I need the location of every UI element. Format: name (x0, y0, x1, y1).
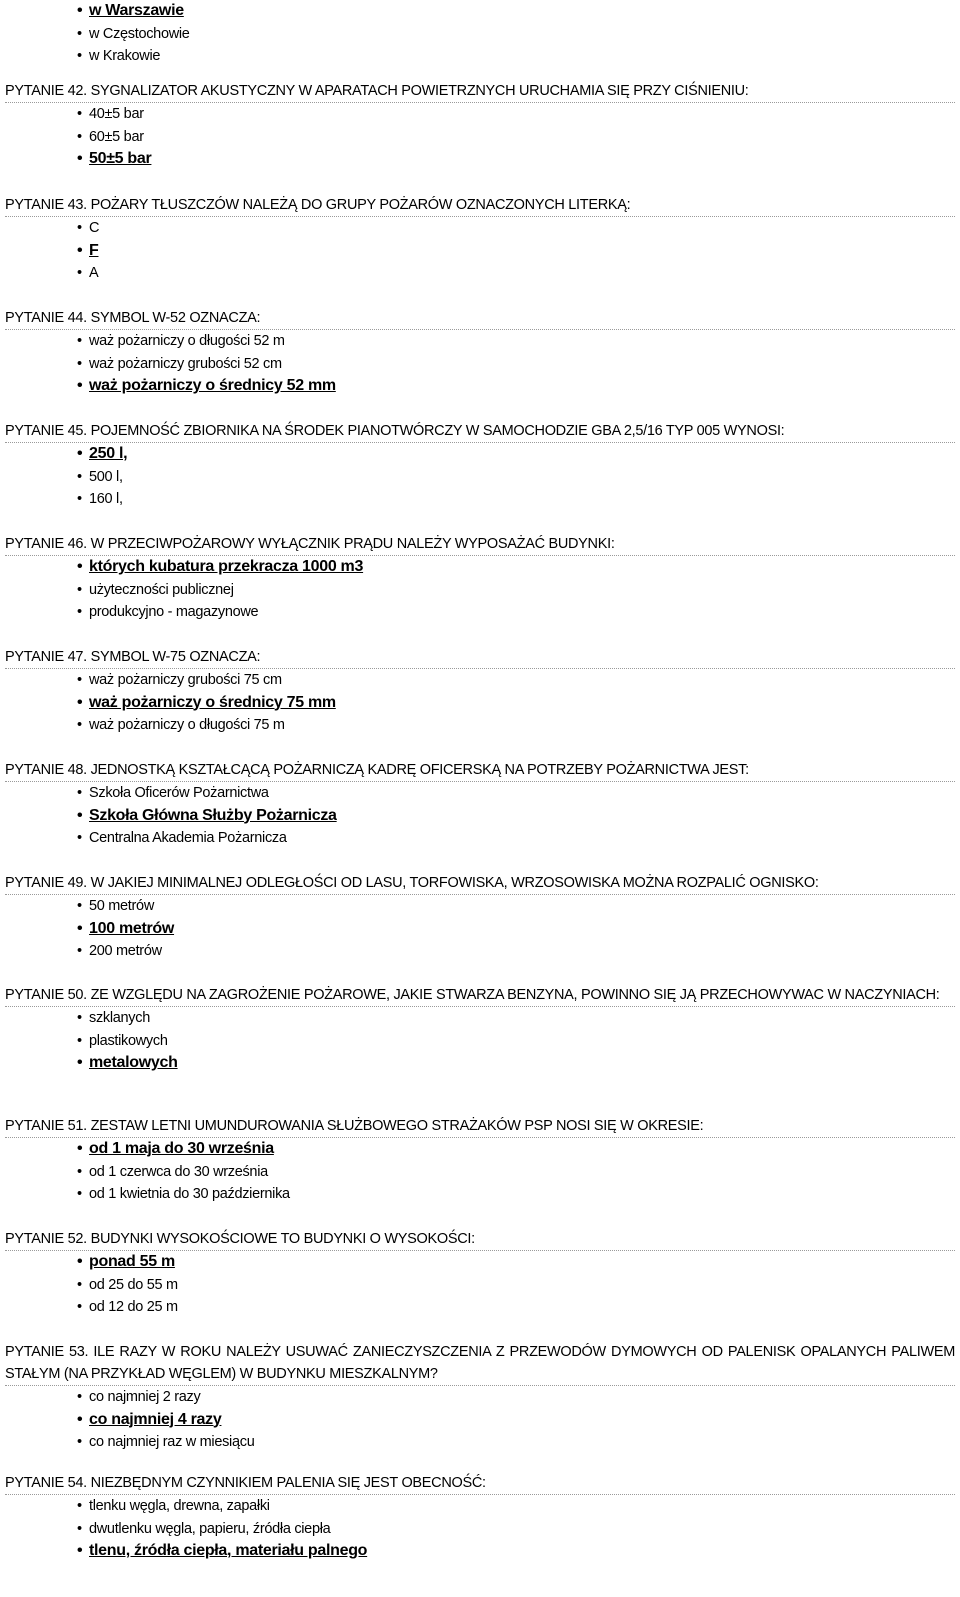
question-text: PYTANIE 49. W JAKIEJ MINIMALNEJ ODLEGŁOŚCI OD LASU, TORFOWISKA, WRZOSOWISKA MOŻNA ROZPALIĆ OGNISKO: (5, 872, 955, 895)
answer-option: • szklanych (0, 1007, 955, 1030)
answer-option: • Centralna Akademia Pożarnicza (0, 827, 955, 850)
answer-option: • waż pożarniczy grubości 75 cm (0, 669, 955, 692)
answer-option: • od 1 czerwca do 30 września (0, 1161, 955, 1184)
answer-option: • plastikowych (0, 1030, 955, 1053)
answer-option: • waż pożarniczy o długości 75 m (0, 714, 955, 737)
answer-list (0, 103, 955, 171)
answer-option: • 500 l, (0, 466, 955, 489)
question-text: PYTANIE 47. SYMBOL W-75 OZNACZA: (5, 646, 955, 669)
correct-answer: • w Warszawie (0, 0, 955, 23)
answer-list (0, 1251, 955, 1319)
answer-option: • od 25 do 55 m (0, 1274, 955, 1297)
question-block (0, 1341, 955, 1454)
correct-answer: • 100 metrów (0, 918, 955, 941)
correct-answer: • ponad 55 m (0, 1251, 955, 1274)
answer-list (0, 556, 955, 624)
question-block (0, 1228, 955, 1319)
answer-option: • produkcyjno - magazynowe (0, 601, 955, 624)
answer-option: • użyteczności publicznej (0, 579, 955, 602)
question-text: PYTANIE 53. ILE RAZY W ROKU NALEŻY USUWAĆ ZANIECZYSZCZENIA Z PRZEWODÓW DYMOWYCH OD PALENISK OPALANYCH PALIWEM STAŁYM (NA PRZYKŁAD WĘGLEM) W BUDYNKU MIESZKALNYM? (5, 1341, 955, 1386)
question-block (0, 0, 955, 68)
answer-option: • w Częstochowie (0, 23, 955, 46)
answer-option: • waż pożarniczy grubości 52 cm (0, 353, 955, 376)
question-text: PYTANIE 50. ZE WZGLĘDU NA ZAGROŻENIE POŻAROWE, JAKIE STWARZA BENZYNA, POWINNO SIĘ JĄ PRZECHOWYWAC W NACZYNIACH: (5, 984, 955, 1007)
answer-list (0, 1386, 955, 1454)
answer-option: • 60±5 bar (0, 126, 955, 149)
answer-list (0, 1007, 955, 1075)
correct-answer: • Szkoła Główna Służby Pożarnicza (0, 805, 955, 828)
answer-list (0, 443, 955, 511)
question-block (0, 307, 955, 398)
answer-option: • A (0, 262, 955, 285)
answer-list (0, 1138, 955, 1206)
question-block (0, 1115, 955, 1206)
question-text: PYTANIE 45. POJEMNOŚĆ ZBIORNIKA NA ŚRODEK PIANOTWÓRCZY W SAMOCHODZIE GBA 2,5/16 TYP 005 WYNOSI: (5, 420, 955, 443)
question-text: PYTANIE 52. BUDYNKI WYSOKOŚCIOWE TO BUDYNKI O WYSOKOŚCI: (5, 1228, 955, 1251)
question-text: PYTANIE 43. POŻARY TŁUSZCZÓW NALEŻĄ DO GRUPY POŻARÓW OZNACZONYCH LITERKĄ: (5, 194, 955, 217)
correct-answer: • co najmniej 4 razy (0, 1409, 955, 1432)
question-text: PYTANIE 42. SYGNALIZATOR AKUSTYCZNY W APARATACH POWIETRZNYCH URUCHAMIA SIĘ PRZY CIŚNIENIU: (5, 80, 955, 103)
answer-option: • C (0, 217, 955, 240)
answer-list (0, 330, 955, 398)
correct-answer: • 250 l, (0, 443, 955, 466)
question-text: PYTANIE 54. NIEZBĘDNYM CZYNNIKIEM PALENIA SIĘ JEST OBECNOŚĆ: (5, 1472, 955, 1495)
correct-answer: • waż pożarniczy o średnicy 52 mm (0, 375, 955, 398)
answer-list (0, 669, 955, 737)
answer-option: • 50 metrów (0, 895, 955, 918)
question-block (0, 872, 955, 963)
question-text: PYTANIE 51. ZESTAW LETNI UMUNDUROWANIA SŁUŻBOWEGO STRAŻAKÓW PSP NOSI SIĘ W OKRESIE: (5, 1115, 955, 1138)
question-text: PYTANIE 44. SYMBOL W-52 OZNACZA: (5, 307, 955, 330)
question-block (0, 194, 955, 285)
answer-list (0, 0, 955, 68)
answer-option: • od 1 kwietnia do 30 października (0, 1183, 955, 1206)
answer-option: • 40±5 bar (0, 103, 955, 126)
answer-list (0, 217, 955, 285)
answer-option: • od 12 do 25 m (0, 1296, 955, 1319)
correct-answer: • F (0, 240, 955, 263)
answer-option: • dwutlenku węgla, papieru, źródła ciepła (0, 1518, 955, 1541)
answer-option: • w Krakowie (0, 45, 955, 68)
answer-option: • 200 metrów (0, 940, 955, 963)
question-block (0, 533, 955, 624)
answer-list (0, 895, 955, 963)
question-block (0, 759, 955, 850)
correct-answer: • których kubatura przekracza 1000 m3 (0, 556, 955, 579)
correct-answer: • 50±5 bar (0, 148, 955, 171)
answer-list (0, 1495, 955, 1563)
question-block (0, 420, 955, 511)
answer-list (0, 782, 955, 850)
answer-option: • 160 l, (0, 488, 955, 511)
question-block (0, 1472, 955, 1563)
answer-option: • tlenku węgla, drewna, zapałki (0, 1495, 955, 1518)
correct-answer: • tlenu, źródła ciepła, materiału palnego (0, 1540, 955, 1563)
question-block (0, 646, 955, 737)
answer-option: • Szkoła Oficerów Pożarnictwa (0, 782, 955, 805)
question-block (0, 984, 955, 1075)
correct-answer: • metalowych (0, 1052, 955, 1075)
answer-option: • co najmniej raz w miesiącu (0, 1431, 955, 1454)
correct-answer: • od 1 maja do 30 września (0, 1138, 955, 1161)
answer-option: • waż pożarniczy o długości 52 m (0, 330, 955, 353)
question-text: PYTANIE 46. W PRZECIWPOŻAROWY WYŁĄCZNIK PRĄDU NALEŻY WYPOSAŻAĆ BUDYNKI: (5, 533, 955, 556)
question-block (0, 80, 955, 171)
correct-answer: • waż pożarniczy o średnicy 75 mm (0, 692, 955, 715)
question-text: PYTANIE 48. JEDNOSTKĄ KSZTAŁCĄCĄ POŻARNICZĄ KADRĘ OFICERSKĄ NA POTRZEBY POŻARNICTWA JEST: (5, 759, 955, 782)
answer-option: • co najmniej 2 razy (0, 1386, 955, 1409)
